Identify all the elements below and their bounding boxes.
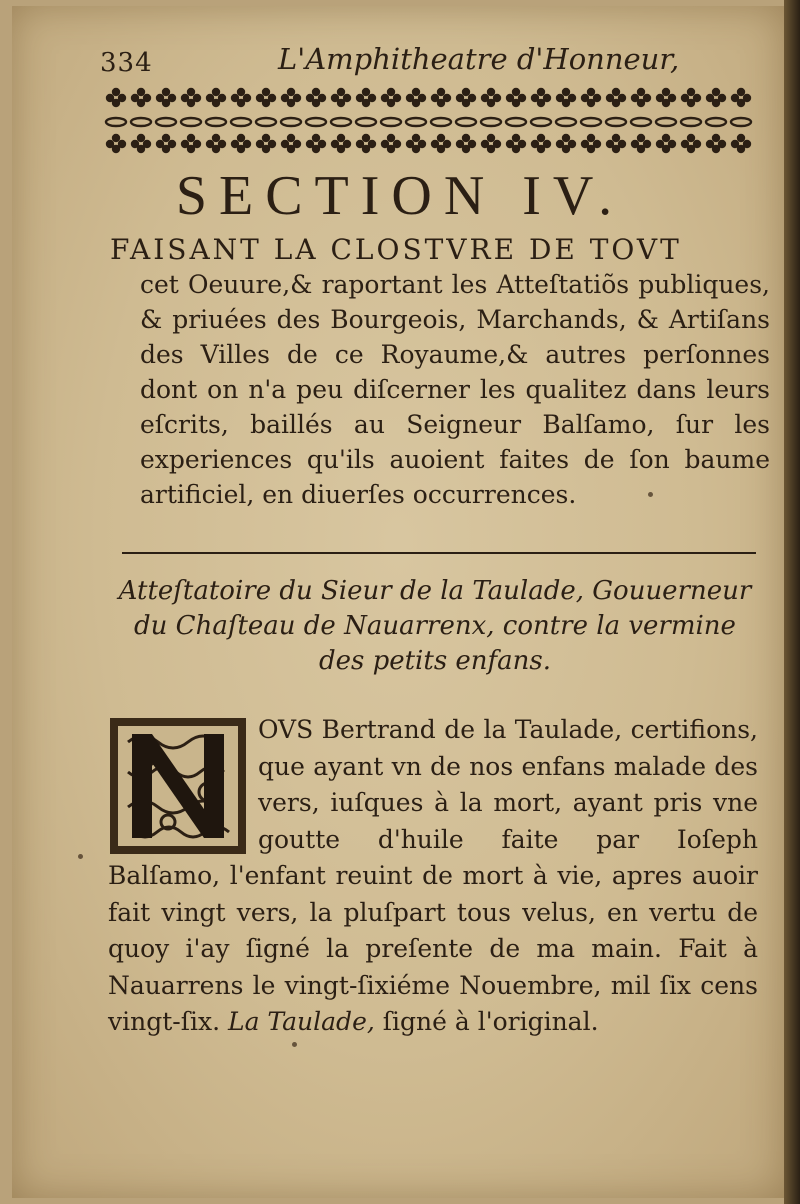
fleuron-petal	[162, 99, 170, 107]
fleuron-petal	[137, 88, 145, 96]
fleuron-link	[181, 118, 201, 126]
fleuron-link	[681, 118, 701, 126]
fleuron-petal	[712, 99, 720, 107]
entry-title: Atteſtatoire du Sieur de la Taulade, Gouuerneur du Chaſteau de Nauarrenx, contre la vermine des petits enfans.	[118, 576, 752, 676]
fleuron-petal	[687, 88, 695, 96]
decorated-initial-n-icon	[108, 712, 258, 858]
fleuron-petal	[687, 99, 695, 107]
fleuron-link	[456, 118, 476, 126]
running-title: L'Amphitheatre d'Honneur,	[278, 42, 680, 76]
fleuron-petal	[337, 88, 345, 96]
fleuron-petal	[512, 99, 520, 107]
fleuron-petal	[262, 99, 270, 107]
fleuron-petal	[662, 145, 670, 153]
fleuron-link	[306, 118, 326, 126]
fleuron-petal	[637, 88, 645, 96]
fleuron-petal	[662, 88, 670, 96]
fleuron-petal	[112, 145, 120, 153]
fleuron-petal	[437, 99, 445, 107]
fleuron-petal	[612, 99, 620, 107]
fleuron-petal	[362, 88, 370, 96]
fleuron-petal	[612, 88, 620, 96]
fleuron-petal	[237, 99, 245, 107]
fleuron-petal	[412, 134, 420, 142]
fleuron-petal	[387, 99, 395, 107]
fleuron-petal	[112, 88, 120, 96]
fleuron-petal	[462, 88, 470, 96]
fleuron-petal	[637, 99, 645, 107]
fleuron-petal	[212, 145, 220, 153]
fleuron-petal	[662, 99, 670, 107]
fleuron-link	[606, 118, 626, 126]
fleuron-petal	[462, 134, 470, 142]
fleuron-link	[731, 118, 751, 126]
fleuron-petal	[512, 88, 520, 96]
fleuron-petal	[337, 145, 345, 153]
fleuron-petal	[562, 145, 570, 153]
fleuron-petal	[412, 145, 420, 153]
fleuron-petal	[237, 88, 245, 96]
fleuron-petal	[537, 88, 545, 96]
fleuron-petal	[262, 145, 270, 153]
ink-speck	[648, 492, 653, 497]
fleuron-link	[531, 118, 551, 126]
fleuron-petal	[737, 99, 745, 107]
fleuron-petal	[537, 99, 545, 107]
page-number: 334	[100, 48, 153, 78]
fleuron-petal	[237, 134, 245, 142]
section-summary-text: cet Oeuure,& raportant les Atteſtatiõs publiques, & priuées des Bourgeois, Marchands, & Artiſans des Villes de ce Royaume,& autres perſonnes dont on n'a peu diſcerner les qualitez dans leurs eſcrits, baillés au Seigneur Balſamo, ſur les experiences qu'ils auoient faites de ſon baume artificiel, en diuerſes occurrences.	[140, 270, 770, 509]
fleuron-petal	[112, 134, 120, 142]
fleuron-link	[156, 118, 176, 126]
fleuron-petal	[112, 99, 120, 107]
fleuron-petal	[712, 145, 720, 153]
fleuron-petal	[462, 99, 470, 107]
fleuron-link	[431, 118, 451, 126]
fleuron-petal	[687, 145, 695, 153]
fleuron-link	[356, 118, 376, 126]
fleuron-link	[631, 118, 651, 126]
fleuron-link	[581, 118, 601, 126]
fleuron-link	[556, 118, 576, 126]
fleuron-petal	[437, 88, 445, 96]
fleuron-petal	[137, 134, 145, 142]
fleuron-link	[206, 118, 226, 126]
fleuron-petal	[362, 145, 370, 153]
fleuron-link	[256, 118, 276, 126]
fleuron-link	[481, 118, 501, 126]
fleuron-petal	[437, 134, 445, 142]
fleuron-petal	[487, 99, 495, 107]
horizontal-rule	[122, 552, 756, 554]
fleuron-petal	[537, 134, 545, 142]
fleuron-petal	[737, 88, 745, 96]
entry-body-text: OVS Bertrand de la Taulade, certifions, que ayant vn de nos enfans malade des vers, iuſques à la mort, ayant pris vne goutte d'huile faite par Ioſeph Balſamo, l'enfant reuint de mort à vie, apres auoir fait vingt vers, la pluſpart tous velus, en vertu de quoy i'ay ſigné la preſente de ma main. Fait à Nauarrens le vingt-ſixiéme Nouembre, mil ſix cens vingt-ſix.	[108, 715, 758, 1036]
fleuron-petal	[162, 134, 170, 142]
signature: La Taulade,	[227, 1007, 375, 1036]
fleuron-petal	[187, 145, 195, 153]
fleuron-link	[706, 118, 726, 126]
fleuron-petal	[587, 99, 595, 107]
section-summary	[110, 232, 770, 512]
fleuron-petal	[262, 134, 270, 142]
fleuron-petal	[512, 134, 520, 142]
fleuron-petal	[712, 88, 720, 96]
fleuron-petal	[362, 99, 370, 107]
running-head	[0, 38, 800, 78]
fleuron-petal	[487, 88, 495, 96]
fleuron-petal	[587, 88, 595, 96]
fleuron-petal	[412, 88, 420, 96]
fleuron-petal	[487, 134, 495, 142]
closing-text: ſigné à l'original.	[382, 1007, 599, 1036]
fleuron-petal	[412, 99, 420, 107]
fleuron-link	[331, 118, 351, 126]
fleuron-link	[406, 118, 426, 126]
fleuron-petal	[137, 145, 145, 153]
section-summary-first-line: FAISANT LA CLOSTVRE DE TOVT	[110, 233, 682, 266]
fleuron-link	[656, 118, 676, 126]
fleuron-petal	[187, 99, 195, 107]
fleuron-link	[231, 118, 251, 126]
fleuron-petal	[137, 99, 145, 107]
fleuron-petal	[637, 134, 645, 142]
fleuron-petal	[187, 134, 195, 142]
fleuron-petal	[612, 145, 620, 153]
fleuron-petal	[237, 145, 245, 153]
fleuron-petal	[312, 88, 320, 96]
fleuron-petal	[612, 134, 620, 142]
fleuron-link	[131, 118, 151, 126]
fleuron-petal	[512, 145, 520, 153]
fleuron-petal	[287, 88, 295, 96]
fleuron-petal	[337, 134, 345, 142]
fleuron-petal	[362, 134, 370, 142]
fleuron-link	[106, 118, 126, 126]
fleuron-petal	[337, 99, 345, 107]
fleuron-petal	[737, 145, 745, 153]
fleuron-link	[381, 118, 401, 126]
fleuron-petal	[212, 99, 220, 107]
fleuron-petal	[312, 134, 320, 142]
fleuron-band-ornament	[104, 86, 756, 158]
fleuron-petal	[587, 145, 595, 153]
fleuron-petal	[587, 134, 595, 142]
fleuron-petal	[387, 145, 395, 153]
fleuron-petal	[687, 134, 695, 142]
fleuron-petal	[212, 134, 220, 142]
fleuron-link	[506, 118, 526, 126]
entry-body	[108, 712, 758, 1041]
fleuron-petal	[562, 99, 570, 107]
ink-speck	[292, 1042, 297, 1047]
fleuron-petal	[387, 88, 395, 96]
fleuron-petal	[737, 134, 745, 142]
fleuron-petal	[312, 99, 320, 107]
fleuron-petal	[662, 134, 670, 142]
fleuron-petal	[212, 88, 220, 96]
fleuron-petal	[562, 88, 570, 96]
fleuron-petal	[287, 145, 295, 153]
fleuron-petal	[637, 145, 645, 153]
fleuron-link	[281, 118, 301, 126]
fleuron-petal	[537, 145, 545, 153]
fleuron-petal	[187, 88, 195, 96]
fleuron-petal	[162, 88, 170, 96]
fleuron-petal	[437, 145, 445, 153]
ink-speck	[78, 854, 83, 859]
fleuron-petal	[562, 134, 570, 142]
fleuron-petal	[162, 145, 170, 153]
fleuron-petal	[462, 145, 470, 153]
fleuron-petal	[287, 99, 295, 107]
fleuron-petal	[287, 134, 295, 142]
fleuron-petal	[712, 134, 720, 142]
section-heading: SECTION IV.	[175, 165, 625, 227]
fleuron-petal	[312, 145, 320, 153]
fleuron-petal	[487, 145, 495, 153]
fleuron-petal	[387, 134, 395, 142]
fleuron-petal	[262, 88, 270, 96]
